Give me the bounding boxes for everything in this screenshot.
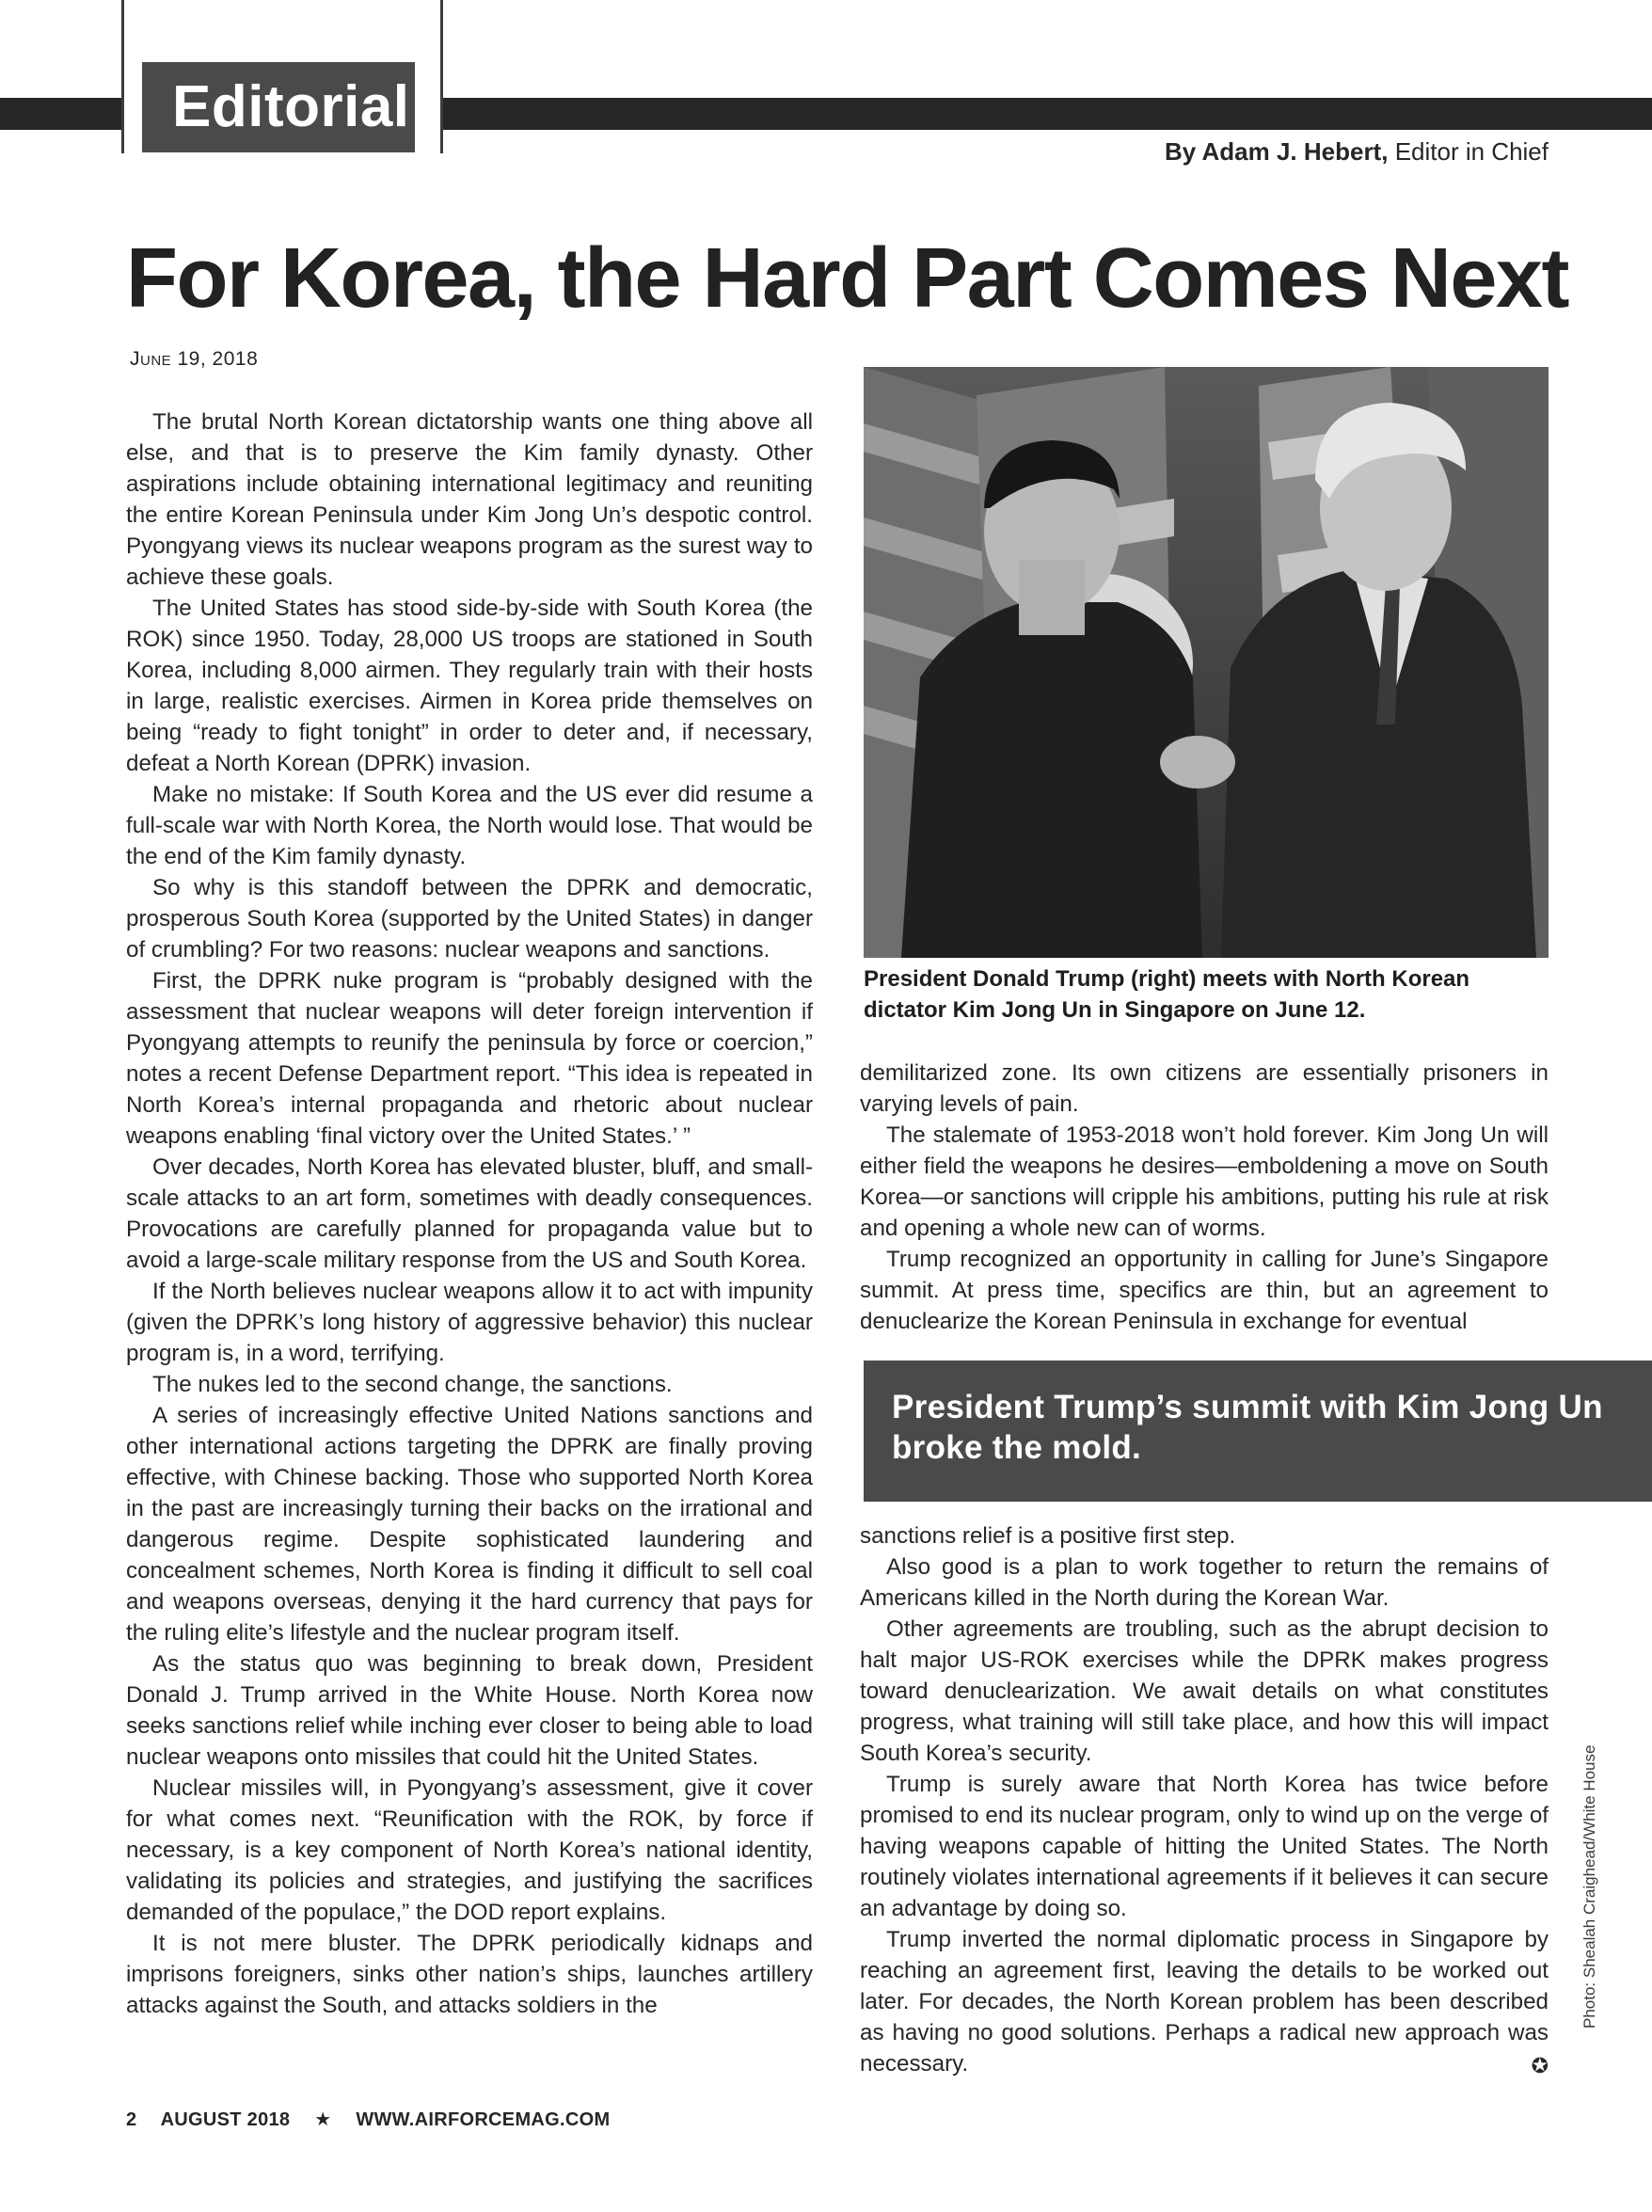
paragraph: A series of increasingly effective United Nations sanctions and other international actions targeting the DPRK are finally proving effective, with Chinese backing. Those who supported North Korea in the past are increasingly turning their backs on the irrational and dangerous regime. Despite sophisticated laundering and concealment schemes, North Korea is finding it difficult to sell coal and weapons overseas, denying it the hard currency that pays for the ruling elite’s lifestyle and the nuclear program itself. — [126, 1403, 813, 1646]
right-column-upper — [860, 1058, 1549, 1337]
paragraph: First, the DPRK nuke program is “probably designed with the assessment that nuclear weapons will deter foreign intervention if Pyongyang attempts to reunify the peninsula by force or coercion,” notes a recent Defense Department report. “This idea is repeated in North Korea’s internal propaganda and rhetoric about nuclear weapons enabling ‘final victory over the United States.’ ” — [126, 968, 813, 1149]
paragraph: So why is this standoff between the DPRK and democratic, prosperous South Korea (supported by the United States) in danger of crumbling? For two reasons: nuclear weapons and sanctions. — [126, 875, 813, 963]
paragraph: Make no mistake: If South Korea and the US ever did resume a full-scale war with North Korea, the North would lose. That would be the end of the Kim family dynasty. — [126, 782, 813, 869]
summit-photo-image — [864, 367, 1549, 958]
left-column — [126, 406, 813, 2021]
paragraph: demilitarized zone. Its own citizens are essentially prisoners in varying levels of pain. — [860, 1060, 1549, 1117]
paragraph: Also good is a plan to work together to return the remains of Americans killed in the North during the Korean War. — [860, 1554, 1549, 1611]
paragraph: The nukes led to the second change, the sanctions. — [152, 1372, 673, 1397]
right-column-lower — [860, 1520, 1549, 2081]
paragraph: Over decades, North Korea has elevated bluster, bluff, and small-scale attacks to an art form, sometimes with deadly consequences. Provocations are carefully planned for propaganda value but to avoid a large-scale military response from the US and South Korea. — [126, 1154, 813, 1273]
paragraph: Trump is surely aware that North Korea has twice before promised to end its nuclear program, only to wind up on the verge of having weapons capable of hitting the United States. The North routinely violates international agreements if it believes it can secure an advantage by doing so. — [860, 1772, 1549, 1921]
paragraph — [860, 1924, 1549, 2079]
dateline: June 19, 2018 — [130, 348, 259, 370]
pull-quote: President Trump’s summit with Kim Jong Un broke the mold. — [864, 1361, 1652, 1502]
byline — [1165, 137, 1549, 167]
paragraph: Trump recognized an opportunity in calling for June’s Singapore summit. At press time, specifics are thin, but an agreement to denuclearize the Korean Peninsula in exchange for eventual — [860, 1247, 1549, 1334]
section-tab: Editorial — [142, 62, 415, 152]
paragraph: As the status quo was beginning to break down, President Donald J. Trump arrived in the White House. North Korea now seeks sanctions relief while inching ever closer to being able to load nuclear weapons onto missiles that could hit the United States. — [126, 1651, 813, 1770]
end-mark-icon: ✪ — [1531, 2054, 1549, 2077]
star-icon: ★ — [314, 2109, 332, 2130]
author-role: Editor in Chief — [1394, 137, 1549, 166]
paragraph: sanctions relief is a positive first step. — [860, 1523, 1236, 1549]
paragraph: The stalemate of 1953-2018 won’t hold forever. Kim Jong Un will either field the weapons he desires—emboldening a move on South Korea—or sanctions will cripple his ambitions, putting his rule at risk and opening a whole new can of worms. — [860, 1122, 1549, 1241]
paragraph: Other agreements are troubling, such as the abrupt decision to halt major US-ROK exercises while the DPRK makes progress toward denuclearization. We await details on what constitutes progress, what training will still take place, and how this will impact South Korea’s security. — [860, 1616, 1549, 1766]
issue-date: AUGUST 2018 — [160, 2109, 291, 2130]
paragraph: It is not mere bluster. The DPRK periodically kidnaps and imprisons foreigners, sinks other nation’s ships, launches artillery attacks against the South, and attacks soldiers in the — [126, 1931, 813, 2018]
paragraph: Nuclear missiles will, in Pyongyang’s assessment, give it cover for what comes next. “Reunification with the ROK, by force if necessary, is a key component of North Korea’s national identity, validating its policies and strategies, and justifying the sacrifices demanded of the populace,” the DOD report explains. — [126, 1775, 813, 1925]
photo-caption: President Donald Trump (right) meets with North Korean dictator Kim Jong Un in Singapore on June 12. — [864, 966, 1470, 1023]
summit-photo — [864, 367, 1549, 958]
paragraph: If the North believes nuclear weapons allow it to act with impunity (given the DPRK’s long history of aggressive behavior) this nuclear program is, in a word, terrifying. — [126, 1279, 813, 1366]
author-name: By Adam J. Hebert, — [1165, 137, 1389, 166]
headline: For Korea, the Hard Part Comes Next — [126, 231, 1568, 326]
paragraph: The United States has stood side-by-side with South Korea (the ROK) since 1950. Today, 28,000 US troops are stationed in South Korea, including 8,000 airmen. They regularly train with their hosts in large, realistic exercises. Airmen in Korea pride themselves on being “ready to fight tonight” in order to deter and, if necessary, defeat a North Korean (DPRK) invasion. — [126, 596, 813, 776]
paragraph-text: Trump inverted the normal diplomatic process in Singapore by reaching an agreement first, leaving the details to be worked out later. For decades, the North Korean problem has been described as having no good solutions. Perhaps a radical new approach was necessary. — [860, 1927, 1549, 2077]
page-number: 2 — [126, 2109, 137, 2130]
photo-credit: Photo: Shealah Craighead/White House — [1581, 1744, 1598, 2029]
page-footer — [126, 2108, 628, 2131]
paragraph: The brutal North Korean dictatorship wants one thing above all else, and that is to preserve the Kim family dynasty. Other aspirations include obtaining international legitimacy and reuniting the entire Korean Peninsula under Kim Jong Un’s despotic control. Pyongyang views its nuclear weapons program as the surest way to achieve these goals. — [126, 409, 813, 590]
website: WWW.AIRFORCEMAG.COM — [356, 2109, 611, 2130]
